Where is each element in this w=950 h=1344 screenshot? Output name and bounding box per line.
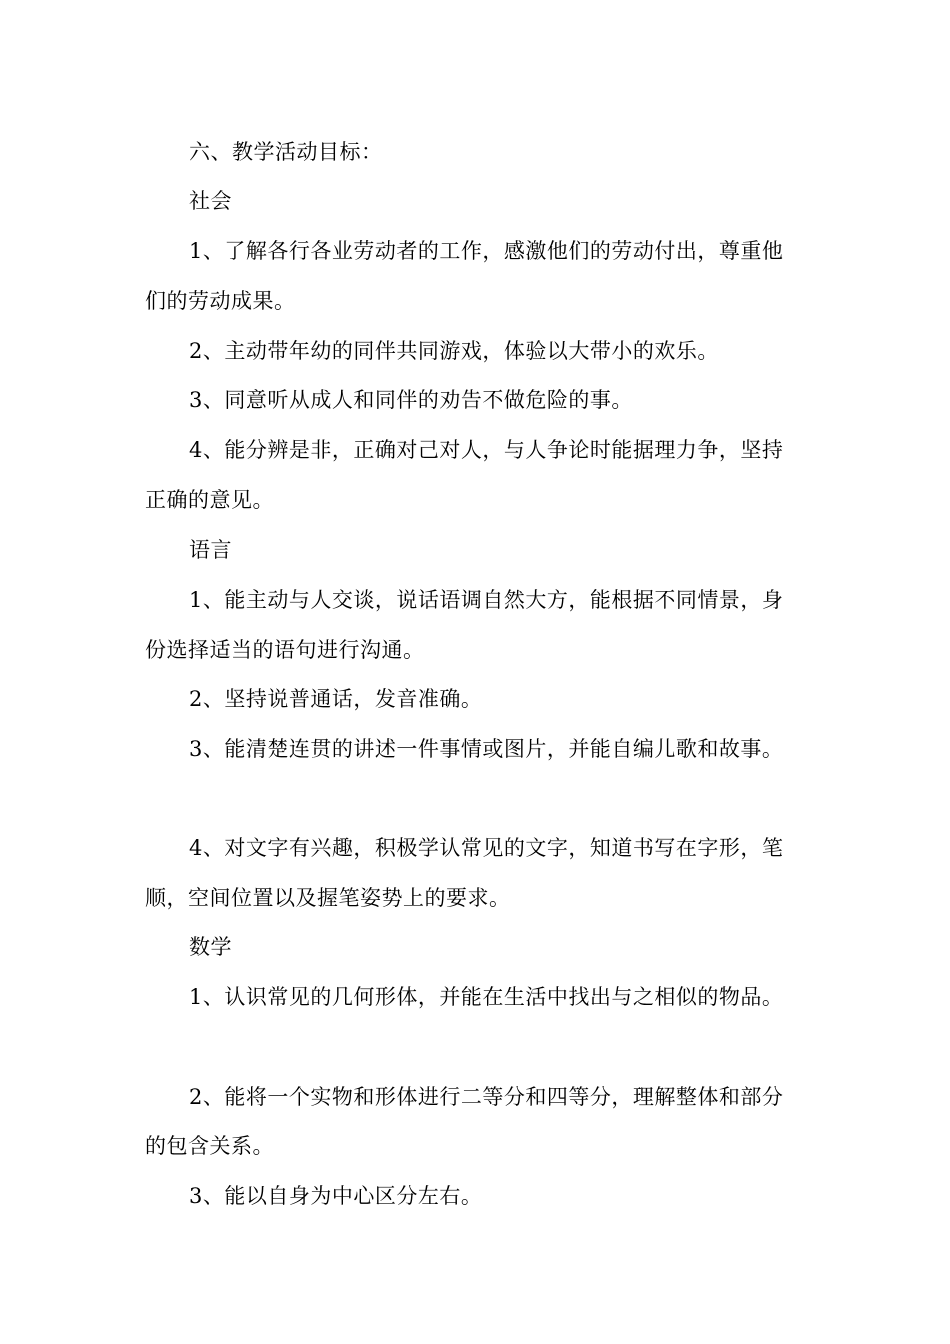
math-title: 数学 [189, 935, 232, 959]
language-title: 语言 [189, 538, 232, 562]
language-item-3: 3、能清楚连贯的讲述一件事情或图片，并能自编儿歌和故事。 [189, 737, 784, 761]
language-item-4-line-2: 顺，空间位置以及握笔姿势上的要求。 [145, 886, 511, 910]
math-item-1: 1、认识常见的几何形体，并能在生活中找出与之相似的物品。 [189, 985, 784, 1009]
math-item-2-line-2: 的包含关系。 [145, 1134, 274, 1158]
social-item-4-line-2: 正确的意见。 [145, 488, 274, 512]
math-item-3: 3、能以自身为中心区分左右。 [189, 1184, 483, 1208]
social-item-4-line-1: 4、能分辨是非，正确对己对人，与人争论时能据理力争，坚持 [189, 438, 784, 462]
social-item-1-line-1: 1、了解各行各业劳动者的工作，感激他们的劳动付出，尊重他 [189, 239, 784, 263]
social-item-2: 2、主动带年幼的同伴共同游戏，体验以大带小的欢乐。 [189, 339, 719, 363]
language-item-2: 2、坚持说普通话，发音准确。 [189, 687, 483, 711]
math-item-2-line-1: 2、能将一个实物和形体进行二等分和四等分，理解整体和部分 [189, 1085, 784, 1109]
social-item-1-line-2: 们的劳动成果。 [145, 289, 296, 313]
language-item-1-line-2: 份选择适当的语句进行沟通。 [145, 638, 425, 662]
language-item-4-line-1: 4、对文字有兴趣，积极学认常见的文字，知道书写在字形，笔 [189, 836, 784, 860]
social-item-3: 3、同意听从成人和同伴的劝告不做危险的事。 [189, 388, 633, 412]
section-heading: 六、教学活动目标： [189, 140, 383, 164]
language-item-1-line-1: 1、能主动与人交谈，说话语调自然大方，能根据不同情景，身 [189, 588, 784, 612]
social-title: 社会 [189, 189, 232, 213]
